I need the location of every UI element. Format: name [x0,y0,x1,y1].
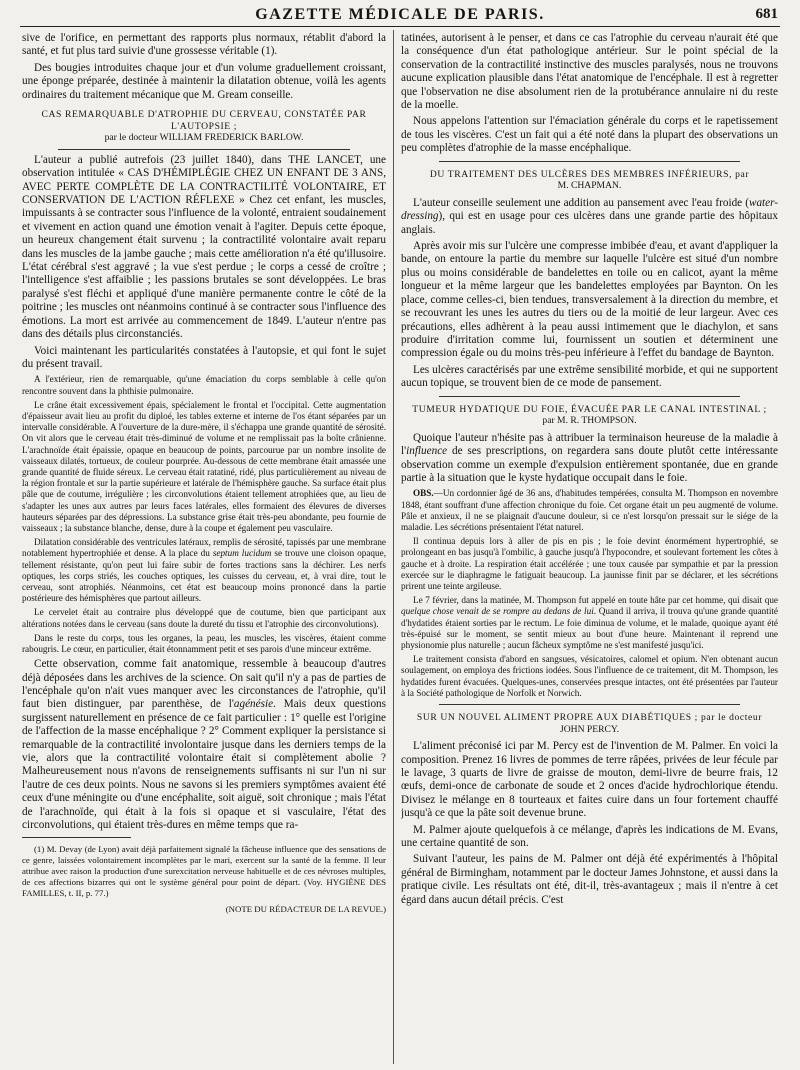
page-number: 681 [755,6,778,22]
observation-continua: Il continua depuis lors à aller de pis en pis ; le foie devint énormément hypertrophié, se prolongeant en bas jusqu'à l'ombilic, à gauche jusqu'à l'hypocondre, et soulevant fortement les côtes à gauche et à droite. La respiration était accélérée ; une toux causée par sympathie et par la pression exercée sur le diaphragme le fatiguait beaucoup. La jaunisse finit par se déclarer, et les sécrétions prirent une teinte argileuse. [401,536,778,591]
paragraph-continued: sive de l'orifice, en permettant des rapports plus normaux, rétablit d'abord la santé, et fut plus tard suivie d'une grossesse véritable (1). [22,32,386,58]
text-run: Cette observation, comme fait anatomique, ressemble à beaucoup d'autres déjà déposées dans les archives de la science. On sait qu'il n'y a pas de parties de l'encéphale qu'on n'ait vues manquer avec les circonstances de l'atrophie, qu'il faut bien distinguer, par parenthèse, de l' [22,658,386,711]
paragraph-suivant: Suivant l'auteur, les pains de M. Palmer ont déjà été expérimentés à l'hôpital général de Birmingham, notamment par le docteur James Johnstone, et aussi dans la pratique civile. Les résultats ont été, dit-il, très-avantageux ; mais il n'entre à cet égard dans aucun détail précis. C'est [401,853,778,906]
paragraph-ulceres: Les ulcères caractérisés par une extrême sensibilité morbide, et qui ne supportent aucun topique, se trouvent bien de ce mode de pansement. [401,363,778,390]
article-heading-ulceres [401,169,778,192]
article-title: CAS REMARQUABLE D'ATROPHIE DU CERVEAU, CONSTATÉE PAR L'AUTOPSIE ; [41,109,367,132]
article-title: SUR UN NOUVEL ALIMENT PROPRE AUX DIABÉTIQUES ; par le docteur [416,712,763,723]
footnote-signature: (NOTE DU RÉDACTEUR DE LA REVUE.) [225,904,386,915]
text-run: Dilatation considérable des ventricules latéraux, remplis de sérosité, tapissés par une membrane notablement hypertrophiée et dense. A la place du [22,537,386,559]
footnote-rule [22,837,131,838]
article-title: DU TRAITEMENT DES ULCÈRES DES MEMBRES INFÉRIEURS, par [429,168,750,180]
journal-title: GAZETTE MÉDICALE DE PARIS. [255,6,545,23]
paragraph-appelons: Nous appelons l'attention sur l'émaciation générale du corps et le rapetissement de tous les viscères. C'est un fait qui a été noté dans la plupart des observations un peu complètes d'atrophie de la masse encéphalique. [401,115,778,155]
article-title: TUMEUR HYDATIQUE DU FOIE, ÉVACUÉE PAR LE CANAL INTESTINAL ; [412,403,767,415]
italic-term: septum lucidum [212,548,272,559]
section-rule [439,161,741,162]
article-author: M. CHAPMAN. [557,180,622,192]
paragraph-continued: tatinées, autorisent à le penser, et dans ce cas l'atrophie du cerveau n'aurait été que la conséquence d'un état pathologique antérieur. Sur le point spécial de la conservation de la contractilité instinctive des muscles paralysés, nous ne trouvons aucune explication plausible dans l'état anatomique de l'encéphale. Il est à regretter que l'observation ne dise absolument rien de la protubérance annulaire ni du reste de la moelle. [401,32,778,112]
autopsy-cervelet: Le cervelet était au contraire plus développé que de coutume, bien que participant aux altérations notées dans le cerveau (sans doute la dureté du tissu et l'atrophie des circonvolutions). [22,607,386,629]
observation-fevrier [401,595,778,651]
article-heading-atrophie [22,109,386,144]
italic-term: water-dressing [401,196,778,223]
italic-term: agénésie [233,698,274,711]
section-rule [439,704,741,705]
paragraph-auteur: L'auteur a publié autrefois (23 juillet 1840), dans THE LANCET, une observation intitulée « CAS D'HÉMIPLÉGIE CHEZ UN ENFANT DE 3 ANS, AVEC PERTE COMPLÈTE DE LA CONTRACTILITÉ VOLONTAIRE, ET CONSERVATION DE L'ACTION RÉFLEXE » Chez cet enfant, les muscles, impuissants à se contracter sous l'influence de la volonté, entraient soudainement et vivement en action quand une émotion venait à l'agiter. Depuis cette époque, un heureux changement était survenu ; la contractilité volontaire avait reparu dans les muscles de la jambe gauche ; mais cette amélioration n'a été qu'illusoire. L'état cérébral s'est aggravé ; la vue s'est perdue ; le corps a cessé de croître ; l'intelligence s'est affaiblie ; les passions brutales se sont développées. Le bras paralysé s'est fléchi et appliqué d'une manière permanente contre le côté de la poitrine ; les muscles ont néanmoins continué à se contracter sous l'influence des émotions. La mort est arrivée au commencement de 1849. L'auteur n'entre pas dans des détails plus circonstanciés. [22,153,386,341]
heading-rule [58,149,349,150]
paragraph-quoique [401,432,778,486]
italic-term: influence [406,445,448,458]
article-heading-diabetiques [401,712,778,735]
autopsy-exterieur: A l'extérieur, rien de remarquable, qu'une émaciation du corps semblable à celle qu'on rencontre souvent dans la phthisie pulmonaire. [22,374,386,396]
text-run: se trouve une cloison opaque, tellement résistante, qu'on peut lui faire subir de fortes tractions sans la déchirer. Les nerfs optiques, les corps striés, les couches optiques, les cuisses du cerveau, et, à vrai dire, tout le cerveau, sont atrophiés. Néanmoins, cet état est beaucoup moins prononcé dans la partie postérieure des hémisphères que partout ailleurs. [22,548,386,604]
right-column [401,32,778,1064]
autopsy-dilatation [22,537,386,604]
paragraph-apres: Après avoir mis sur l'ulcère une compresse imbibée d'eau, et avant d'appliquer la bande, on entoure la partie du membre sur laquelle l'ulcère est situé d'un nombre plus ou moins considérable de bandelettes en toile ou en calicot, ayant la même longueur et la même largeur que les bandelettes employées par Baynton. On les place, comme celles-ci, bien tendues, transversalement à la direction du membre, et se recouvrant les unes les autres du tiers ou de la moitié de leur largeur. Avec ces précautions, elles adhèrent à la peau aussi intimement que le diachylon, et sans produire d'irritation comme lui, fournissent un soutien et déterminent une compression égale ou du moins très-peu inférieure à l'effet du bandage de Baynton. [401,240,778,360]
text-run: Le 7 février, dans la matinée, M. Thompson fut appelé en toute hâte par cet homme, qui disait que [413,595,778,606]
paragraph-voici: Voici maintenant les particularités constatées à l'autopsie, et qui font le sujet du présent travail. [22,344,386,370]
autopsy-crane: Le crâne était excessivement épais, spécialement le frontal et l'occipital. Cette augmentation d'épaisseur avait lieu au profit du diploé, les tables externe et interne de l'os étant séparées par un intervalle considérable. A l'ouverture de la dure-mère, il s'échappa une grande quantité de sérosité. On vit alors que le cerveau était très-diminué de volume et ne remplissait pas la boîte crânienne. L'arachnoïde était épaissie, opaque en beaucoup de points, parcourue par un nombre insolite de vaisseaux dilatés, tortueux, de couleur pourprée. Au-dessous de cette membrane était amassée une grande quantité de fluide séreux. Le cerveau était ratatiné, ridé, plus particulièrement au niveau de la région frontale et sur la partie supérieure et latérale de l'hémisphère gauche. Sa surface était plus pâle que de coutume, irrégulière ; les circonvolutions étaient tellement atrophiées que, au lieu de s'adapter les unes aux autres par leurs faces latérales, elles formaient des élevures de diverses hauteurs séparées par des dépressions. La substance grise était très-peu abondante, peu fournie de vaisseaux ; la substance blanche, dense, dure à la coupe et également peu vasculaire. [22,399,386,533]
text-run: ), qui est en usage pour ces ulcères dans une grande partie des hôpitaux anglais. [401,210,778,236]
paragraph-palmer: M. Palmer ajoute quelquefois à ce mélange, d'après les indications de M. Evans, une certaine quantité de son. [401,823,778,850]
article-author: par M. R. THOMPSON. [542,415,637,427]
observation-traitement: Le traitement consista d'abord en sangsues, vésicatoires, calomel et opium. N'en obtenant aucun soulagement, on employa des frictions iodées. Sous l'influence de ce traitement, dit M. Thompson, les hydatides furent évacuées. Quelques-unes, conservées presque intactes, ont été présentées par l'auteur à la Société pathologique de Norfolk et Norwich. [401,654,778,698]
footnote: (1) M. Devay (de Lyon) avait déjà parfaitement signalé la fâcheuse influence que des sensations de ce genre, laissées volontairement incomplètes par le mari, exercent sur la santé de la femme. Il leur attribue avec raison la production d'une surexcitation nerveuse habituelle et de ces névroses multiples, de ces affections bizarres qui ont le système général pour point de départ. (Voy. HYGIÈNE DES FAMILLES, t. II, p. 77.) [22,844,386,898]
article-author: JOHN PERCY. [560,723,619,735]
article-heading-tumeur [401,404,778,427]
autopsy-reste: Dans le reste du corps, tous les organes, la peau, les muscles, les viscères, étaient comme rabougris. Le cœur, en particulier, était étonnamment petit et ses parois d'une minceur extrême. [22,632,386,654]
observation-paragraph [401,488,778,533]
column-divider [393,30,394,1064]
text-run: . Quand il arriva, il trouva qu'une grande quantité d'hydatides étaient sorties par le rectum. Le foie diminua de volume, et le malade, quoique ayant été très-épuisé sur le moment, se sentit mieux au bout d'une heure. Maintenant il reprend une physionomie plus naturelle ; aucun fâcheux symptôme ne s'est manifesté jusqu'ici. [401,606,778,650]
italic-quote: quelque chose venait de se rompre au dedans de lui [401,606,594,617]
obs-label: OBS. [413,488,434,499]
running-head [20,6,780,27]
paragraph-aliment: L'aliment préconisé ici par M. Percy est de l'invention de M. Palmer. En voici la composition. Prenez 16 livres de pommes de terre râpées, privées de leur fécule par le lavage, 3 quarts de livre de graisse de mouton, demi-livre de beurre frais, 12 œufs, demi-once de carbonate de soude et 2 onces d'acide hydrochlorique étendu. Divisez le mélange en 8 tourteaux et faites cuire dans un four fortement chauffé jusqu'à ce que la pâte soit devenue brune. [401,740,778,820]
paragraph-observation [22,658,386,832]
paragraph-bougies: Des bougies introduites chaque jour et d'un volume graduellement croissant, une éponge préparée, destinée à maintenir la dilatation obtenue, voilà les agents ordinaires du traitement mécanique que M. Gream conseille. [22,61,386,101]
section-rule [439,396,741,397]
article-author: par le docteur WILLIAM FREDERICK BARLOW. [104,132,304,144]
text-run: de ses prescriptions, on regardera sans doute plutôt cette intéressante observation comme un exemple d'expulsion entièrement spontanée, due en grande partie à la situation que le kyste hydatique occupait dans le foie. [401,445,778,484]
paragraph-conseille [401,197,778,237]
text-run: L'auteur conseille seulement une addition au pansement avec l'eau froide ( [413,196,749,209]
text-run: —Un cordonnier âgé de 36 ans, d'habitudes tempérées, consulta M. Thompson en novembre 1848, étant souffrant d'une affection chronique du foie. Cet organe était un peu augmenté de volume. Pâle et anxieux, il ne se plaignait d'aucune douleur, si ce n'est lorsqu'on pressait sur le siége de la maladie. Les sécrétions présentaient l'état naturel. [401,488,778,532]
text-run: Quoique l'auteur n'hésite pas à attribuer la terminaison heureuse de la maladie à l' [401,431,778,458]
text-run: . Mais deux questions surgissent naturellement en présence de ce fait particulier : 1° quelle est l'origine de l'affection de la masse encéphalique ? 2° Comment expliquer la persistance si remarquable de la contractilité involontaire jusque dans les derniers temps de la vie, alors que la contractilité volontaire était si complètement abolie ? Malheureusement nous n'avons de renseignements suffisants ni sur l'un ni sur l'autre de ces deux points. Nous ne savons si les premiers symptômes avaient été ceux d'une méningite ou d'une encéphalite, soit aiguë, soit chronique ; mais l'état de l'arachnoïde, qui était à la fois si opaque et si vasculaire, l'état des circonvolutions, qui étaient très-dures en même temps que ra- [22,698,386,832]
left-column [22,32,386,1064]
